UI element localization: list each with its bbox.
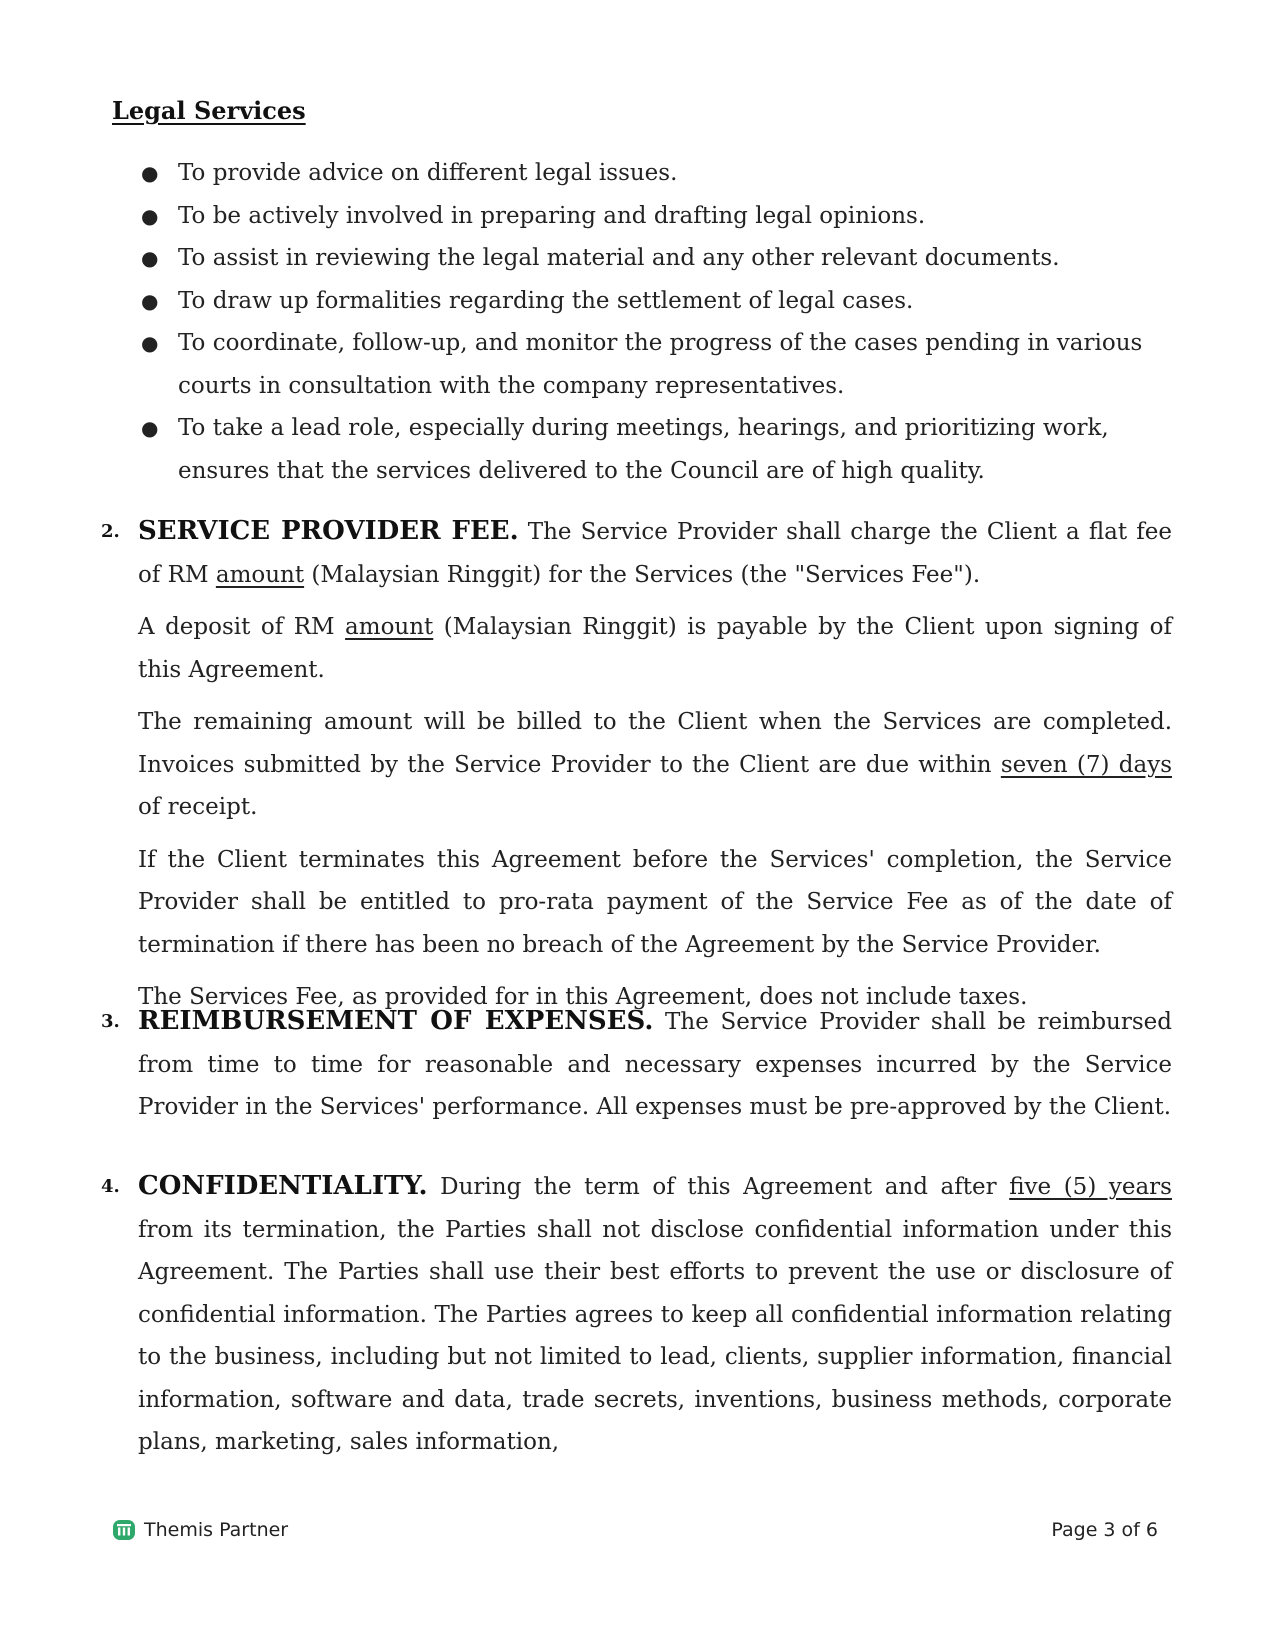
clause-text: During the term of this Agreement and after xyxy=(427,1174,1010,1200)
confidentiality-years-field: five (5) years xyxy=(1009,1174,1172,1200)
list-item xyxy=(0,152,1275,195)
clause-paragraph xyxy=(138,1165,1172,1464)
bullet-icon: ● xyxy=(141,246,159,270)
bullet-icon: ● xyxy=(141,161,159,185)
deposit-amount-field: amount xyxy=(345,614,434,640)
clause-text: of receipt. xyxy=(138,794,258,820)
list-item xyxy=(0,407,1275,492)
clause-paragraph xyxy=(138,606,1172,691)
clause-text: from its termination, the Parties shall not disclose confidential information under this Agreement. The Parties shall use their best efforts to prevent the use or disclosure of confidential information. The Parties agrees to keep all confidential information relating to the business, including but not limited to lead, clients, supplier information, financial information, software and data, trade secrets, inventions, business methods, corporate plans, marketing, sales information, xyxy=(138,1216,1172,1455)
clause-paragraph xyxy=(138,510,1172,596)
list-item-text: To draw up formalities regarding the settlement of legal cases. xyxy=(178,287,914,314)
clause-text: (Malaysian Ringgit) for the Services (the "Services Fee"). xyxy=(304,561,981,588)
clause-service-provider-fee xyxy=(0,510,1275,1029)
fee-amount-field: amount xyxy=(215,561,305,588)
list-item-text: To coordinate, follow-up, and monitor the progress of the cases pending in various courts in consultation with the company representatives. xyxy=(178,330,1143,399)
list-item-text: To take a lead role, especially during meetings, hearings, and prioritizing work, ensures that the services delivered to the Council are of high quality. xyxy=(178,415,1109,484)
clause-confidentiality xyxy=(0,1165,1275,1474)
list-item xyxy=(0,237,1275,280)
list-item-text: To assist in reviewing the legal material and any other relevant documents. xyxy=(178,245,1060,271)
clause-reimbursement xyxy=(0,1000,1275,1139)
clause-number: 3. xyxy=(101,1011,120,1032)
list-item xyxy=(0,322,1275,407)
clause-number: 4. xyxy=(101,1176,120,1197)
footer-brand-name: Themis Partner xyxy=(144,1519,289,1541)
bullet-icon: ● xyxy=(141,416,159,440)
list-item-text: To be actively involved in preparing and drafting legal opinions. xyxy=(178,202,926,229)
due-days-field: seven (7) days xyxy=(1000,751,1172,778)
clause-heading: CONFIDENTIALITY. xyxy=(138,1171,428,1201)
clause-text: The Service Provider shall be reimbursed from time to time for reasonable and necessary expenses incurred by the Service Provider in the Services' performance. All expenses must be pre-approved by the Client. xyxy=(138,1009,1172,1120)
clause-paragraph xyxy=(138,701,1172,829)
legal-services-heading: Legal Services xyxy=(112,96,306,125)
themis-logo-icon xyxy=(112,1519,136,1541)
list-item xyxy=(0,195,1275,238)
clause-paragraph xyxy=(138,1000,1172,1129)
clause-text: A deposit of RM xyxy=(138,614,346,640)
bullet-icon: ● xyxy=(141,331,159,355)
list-item xyxy=(0,280,1275,323)
list-item-text: To provide advice on different legal issues. xyxy=(178,160,678,186)
clause-heading: REIMBURSEMENT OF EXPENSES. xyxy=(138,1006,654,1036)
bullet-icon: ● xyxy=(141,203,159,228)
clause-text: (Malaysian Ringgit) is payable by the Client upon signing of this Agreement. xyxy=(138,614,1173,683)
clause-number: 2. xyxy=(101,521,120,542)
clause-text: The Service Provider shall charge the Client a flat fee of RM xyxy=(138,519,1172,588)
clause-heading: SERVICE PROVIDER FEE. xyxy=(138,516,519,546)
clause-text: The remaining amount will be billed to the Client when the Services are completed. Invoices submitted by the Service Provider to the Client are due within xyxy=(138,709,1172,778)
page-number: Page 3 of 6 xyxy=(1051,1519,1158,1541)
footer-brand xyxy=(112,1519,288,1541)
bullet-icon: ● xyxy=(141,288,159,313)
clause-paragraph: If the Client terminates this Agreement before the Services' completion, the Service Provider shall be entitled to pro-rata payment of the Service Fee as of the date of termination if there has been no breach of the Agreement by the Service Provider. xyxy=(138,846,1172,958)
legal-services-list xyxy=(0,152,1275,492)
clause-paragraph: The Services Fee, as provided for in this Agreement, does not include taxes. xyxy=(138,984,1028,1010)
